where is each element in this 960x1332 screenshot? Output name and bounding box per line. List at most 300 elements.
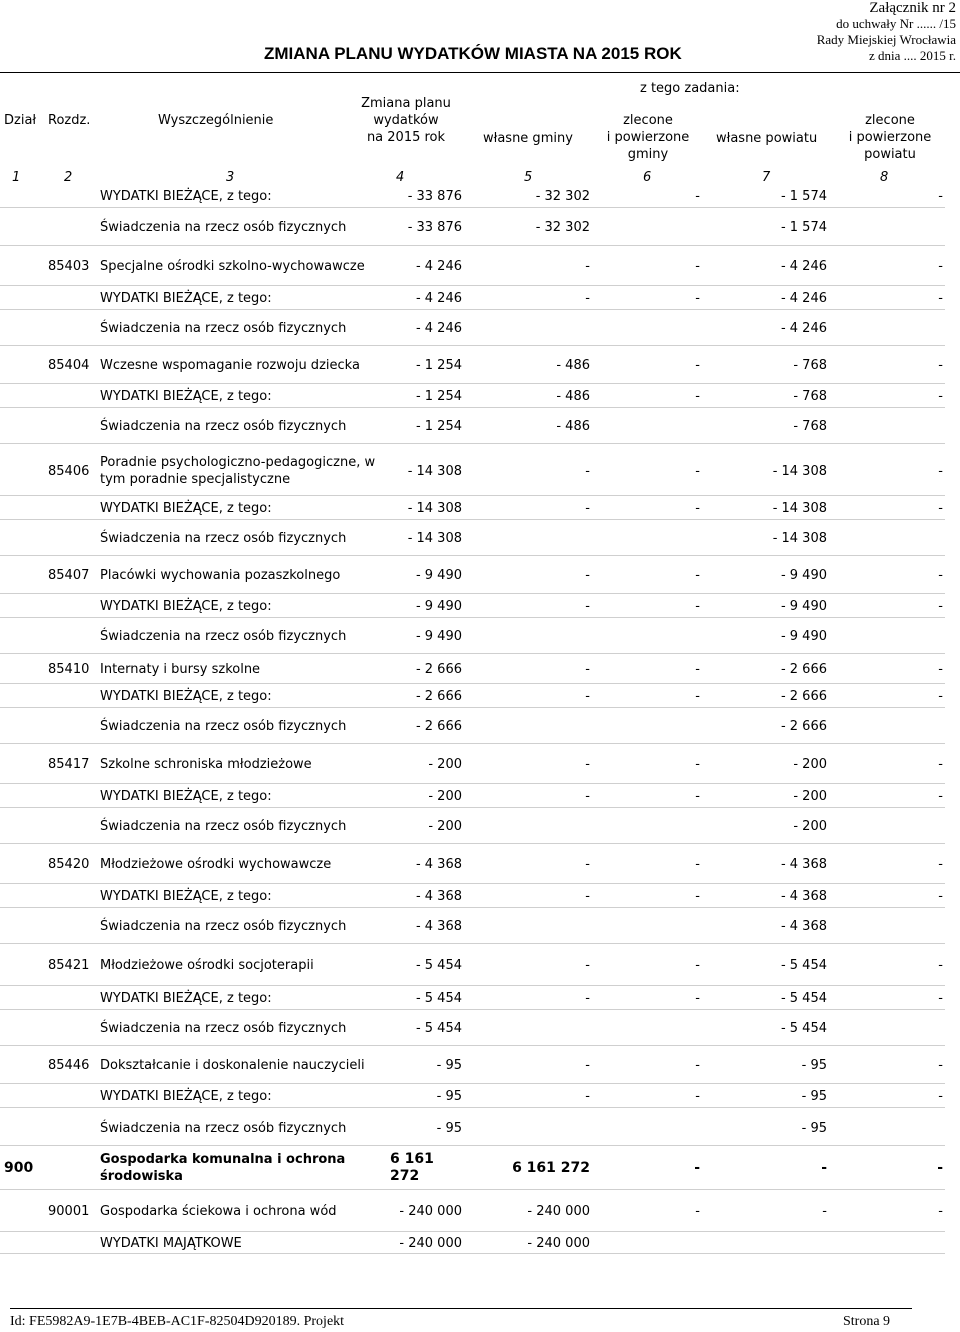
attachment-line: Rady Miejskiej Wrocławia	[816, 32, 956, 47]
cell-wlasne-gminy	[470, 408, 590, 444]
cell-wlasne-gminy	[470, 944, 590, 986]
header-rozdz: Rozdz.	[48, 113, 91, 128]
table-row	[0, 384, 960, 408]
cell-zmiana	[390, 944, 462, 986]
cell-zmiana	[390, 408, 462, 444]
cell-dzial	[4, 1084, 40, 1108]
cell-zlecone-gminy	[600, 208, 700, 246]
cell-wlasne-gminy	[470, 1146, 590, 1190]
cell-wlasne-gminy	[470, 184, 590, 208]
cell-zlecone-powiatu	[850, 654, 943, 684]
cell-zlecone-gminy	[600, 1232, 700, 1254]
column-number: 5	[524, 170, 533, 185]
cell-dzial	[4, 520, 40, 556]
header-wlasne-powiatu: własne powiatu	[716, 131, 818, 146]
cell-zlecone-gminy-text: -	[695, 567, 700, 583]
cell-name-text: Świadczenia na rzecz osób fizycznych	[100, 418, 347, 434]
table-row	[0, 310, 960, 346]
cell-zmiana	[390, 310, 462, 346]
cell-wlasne-powiatu	[710, 618, 827, 654]
cell-zmiana	[390, 246, 462, 286]
column-number: 3	[226, 170, 235, 185]
attachment-line: do uchwały Nr ...... /15	[836, 16, 956, 31]
cell-wlasne-powiatu	[710, 844, 827, 884]
cell-zlecone-gminy-text: -	[695, 500, 700, 516]
table-row	[0, 654, 960, 684]
table-row	[0, 884, 960, 908]
cell-dzial	[4, 986, 40, 1010]
cell-dzial	[4, 944, 40, 986]
cell-dzial	[4, 1046, 40, 1084]
cell-zlecone-gminy	[600, 944, 700, 986]
cell-wlasne-gminy-text: - 240 000	[527, 1203, 590, 1219]
cell-rozdzial	[48, 384, 94, 408]
cell-name	[100, 1190, 390, 1232]
cell-zlecone-gminy	[600, 286, 700, 310]
cell-name-text: Poradnie psychologiczno-pedagogiczne, w tym poradnie specjalistyczne	[100, 455, 376, 487]
cell-wlasne-gminy	[470, 594, 590, 618]
cell-rozdzial	[48, 208, 94, 246]
header-z-tego-zadania: z tego zadania:	[640, 81, 740, 96]
cell-zmiana-text: 6 161 272	[390, 1151, 434, 1184]
cell-wlasne-powiatu-text: - 4 368	[780, 856, 827, 872]
cell-wlasne-gminy-text: -	[585, 598, 590, 614]
cell-dzial	[4, 184, 40, 208]
cell-wlasne-powiatu	[710, 986, 827, 1010]
cell-dzial	[4, 684, 40, 708]
cell-zmiana	[390, 594, 462, 618]
cell-wlasne-powiatu-text: - 5 454	[780, 990, 827, 1006]
cell-rozdzial	[48, 618, 94, 654]
cell-zlecone-powiatu	[850, 286, 943, 310]
column-number: 4	[396, 170, 405, 185]
cell-zmiana-text: - 9 490	[415, 598, 462, 614]
cell-zmiana	[390, 286, 462, 310]
cell-rozdzial	[48, 408, 94, 444]
cell-wlasne-powiatu-text: - 14 308	[772, 463, 827, 479]
cell-rozdzial	[48, 1110, 94, 1146]
cell-zlecone-powiatu	[850, 1190, 943, 1232]
cell-dzial	[4, 246, 40, 286]
cell-wlasne-gminy	[470, 446, 590, 496]
cell-zlecone-gminy	[600, 1084, 700, 1108]
cell-zlecone-gminy	[600, 1110, 700, 1146]
cell-wlasne-powiatu-text: - 95	[801, 1057, 827, 1073]
cell-zlecone-powiatu	[850, 446, 943, 496]
cell-zlecone-powiatu-text: -	[938, 990, 943, 1006]
cell-wlasne-powiatu-text: - 4 368	[780, 918, 827, 934]
cell-wlasne-gminy	[470, 346, 590, 384]
cell-wlasne-powiatu	[710, 446, 827, 496]
cell-wlasne-gminy-text: -	[585, 500, 590, 516]
cell-zmiana	[390, 208, 462, 246]
cell-zlecone-gminy	[600, 1010, 700, 1046]
cell-name	[100, 520, 390, 556]
table-row	[0, 246, 960, 286]
cell-name-text: Młodzieżowe ośrodki wychowawcze	[100, 856, 332, 872]
cell-dzial	[4, 1146, 40, 1190]
cell-rozdzial	[48, 744, 94, 784]
cell-wlasne-gminy-text: - 486	[556, 357, 590, 373]
cell-name-text: Internaty i bursy szkolne	[100, 661, 261, 677]
cell-name-text: Świadczenia na rzecz osób fizycznych	[100, 918, 347, 934]
cell-wlasne-powiatu-text: - 9 490	[780, 598, 827, 614]
cell-dzial	[4, 884, 40, 908]
cell-wlasne-gminy	[470, 286, 590, 310]
table-row	[0, 844, 960, 884]
cell-zmiana	[390, 618, 462, 654]
cell-zlecone-powiatu	[850, 208, 943, 246]
cell-wlasne-gminy	[470, 808, 590, 844]
cell-zlecone-powiatu-text: -	[938, 598, 943, 614]
cell-wlasne-powiatu	[710, 1046, 827, 1084]
cell-zlecone-gminy	[600, 744, 700, 784]
cell-zlecone-powiatu-text: -	[938, 567, 943, 583]
cell-rozdzial	[48, 654, 94, 684]
cell-zmiana-text: - 4 368	[415, 888, 462, 904]
cell-zlecone-gminy-text: -	[695, 756, 700, 772]
cell-rozdzial	[48, 1046, 94, 1084]
cell-name-text: Szkolne schroniska młodzieżowe	[100, 756, 312, 772]
header-zlecone-gminy-line: i powierzone	[606, 130, 690, 145]
header-zmiana-line: na 2015 rok	[366, 130, 446, 145]
cell-zlecone-gminy-text: -	[695, 661, 700, 677]
cell-rozdzial	[48, 1146, 94, 1190]
cell-dzial	[4, 286, 40, 310]
cell-wlasne-powiatu-text: - 14 308	[772, 500, 827, 516]
cell-wlasne-gminy	[470, 1232, 590, 1254]
cell-wlasne-powiatu	[710, 1084, 827, 1108]
cell-zlecone-gminy-text: -	[695, 856, 700, 872]
cell-rozdzial-text: 85410	[48, 661, 90, 677]
cell-zlecone-powiatu	[850, 1110, 943, 1146]
cell-zlecone-gminy	[600, 384, 700, 408]
cell-wlasne-powiatu	[710, 744, 827, 784]
row-separator	[0, 1107, 945, 1108]
header-zlecone-gminy-line: zlecone	[623, 113, 673, 128]
cell-zmiana	[390, 184, 462, 208]
cell-wlasne-powiatu-text: - 5 454	[780, 1020, 827, 1036]
cell-wlasne-powiatu	[710, 684, 827, 708]
cell-zmiana-text: - 5 454	[415, 957, 462, 973]
table-row	[0, 1110, 960, 1146]
table-row	[0, 1084, 960, 1108]
cell-wlasne-gminy	[470, 246, 590, 286]
cell-zlecone-powiatu	[850, 1232, 943, 1254]
cell-rozdzial-text: 85420	[48, 856, 90, 872]
cell-name-text: Dokształcanie i doskonalenie nauczycieli	[100, 1057, 365, 1073]
column-number: 7	[762, 170, 771, 185]
cell-wlasne-powiatu-text: - 1 574	[780, 188, 827, 204]
cell-name-text: Świadczenia na rzecz osób fizycznych	[100, 530, 347, 546]
table-row	[0, 594, 960, 618]
attachment-line: Załącznik nr 2	[869, 0, 956, 16]
cell-wlasne-powiatu-text: - 4 246	[780, 258, 827, 274]
cell-zlecone-powiatu-text: -	[937, 1159, 943, 1176]
cell-dzial	[4, 708, 40, 744]
cell-name	[100, 310, 390, 346]
cell-dzial	[4, 844, 40, 884]
cell-name-text: Świadczenia na rzecz osób fizycznych	[100, 818, 347, 834]
cell-wlasne-gminy	[470, 784, 590, 808]
cell-wlasne-powiatu	[710, 1110, 827, 1146]
cell-wlasne-powiatu-text: - 9 490	[780, 628, 827, 644]
cell-zlecone-powiatu-text: -	[938, 1057, 943, 1073]
cell-zlecone-gminy	[600, 708, 700, 744]
cell-zlecone-gminy-text: -	[695, 957, 700, 973]
cell-zmiana	[390, 1010, 462, 1046]
cell-wlasne-gminy	[470, 1046, 590, 1084]
footer-document-id: Id: FE5982A9-1E7B-4BEB-AC1F-82504D920189. Projekt	[10, 1314, 345, 1329]
cell-rozdzial	[48, 594, 94, 618]
cell-name	[100, 986, 390, 1010]
cell-name	[100, 594, 390, 618]
cell-wlasne-gminy	[470, 884, 590, 908]
cell-zlecone-gminy	[600, 844, 700, 884]
cell-wlasne-powiatu	[710, 944, 827, 986]
cell-name	[100, 286, 390, 310]
footer-page-number: Strona 9	[843, 1314, 891, 1329]
cell-wlasne-gminy-text: -	[585, 258, 590, 274]
cell-name	[100, 844, 390, 884]
cell-wlasne-gminy-text: -	[585, 856, 590, 872]
table-row	[0, 618, 960, 654]
cell-name	[100, 944, 390, 986]
cell-zmiana-text: - 2 666	[415, 661, 462, 677]
header-dzial: Dział	[4, 113, 37, 128]
cell-rozdzial-text: 85403	[48, 258, 90, 274]
header-wlasne-gminy: własne gminy	[483, 131, 573, 146]
cell-name	[100, 184, 390, 208]
cell-name-text: WYDATKI BIEŻĄCE, z tego:	[100, 500, 272, 516]
cell-wlasne-powiatu	[710, 594, 827, 618]
cell-wlasne-powiatu	[710, 884, 827, 908]
cell-zlecone-powiatu	[850, 784, 943, 808]
cell-zlecone-powiatu	[850, 246, 943, 286]
cell-zmiana	[390, 496, 462, 520]
cell-wlasne-gminy-text: - 240 000	[527, 1235, 590, 1251]
cell-zlecone-gminy	[600, 246, 700, 286]
cell-wlasne-powiatu	[710, 310, 827, 346]
cell-zmiana	[390, 384, 462, 408]
cell-zmiana-text: - 33 876	[407, 188, 462, 204]
cell-zlecone-powiatu	[850, 708, 943, 744]
cell-wlasne-gminy	[470, 1084, 590, 1108]
cell-dzial	[4, 556, 40, 594]
cell-rozdzial	[48, 684, 94, 708]
cell-name-text: WYDATKI BIEŻĄCE, z tego:	[100, 990, 272, 1006]
cell-zlecone-gminy-text: -	[695, 290, 700, 306]
cell-wlasne-powiatu-text: - 200	[793, 788, 827, 804]
cell-zmiana-text: - 200	[428, 756, 462, 772]
cell-wlasne-gminy	[470, 384, 590, 408]
cell-name-text: Placówki wychowania pozaszkolnego	[100, 567, 341, 583]
cell-zmiana-text: - 240 000	[399, 1235, 462, 1251]
cell-zlecone-powiatu	[850, 744, 943, 784]
cell-wlasne-powiatu-text: - 768	[793, 418, 827, 434]
table-row	[0, 1046, 960, 1084]
column-number: 2	[64, 170, 73, 185]
cell-wlasne-gminy	[470, 654, 590, 684]
cell-rozdzial	[48, 184, 94, 208]
cell-zmiana	[390, 908, 462, 944]
cell-name	[100, 1146, 390, 1190]
cell-zmiana-text: - 14 308	[407, 500, 462, 516]
table-row	[0, 1190, 960, 1232]
cell-name	[100, 1232, 390, 1254]
cell-rozdzial-text: 85404	[48, 357, 90, 373]
cell-wlasne-powiatu	[710, 1010, 827, 1046]
cell-rozdzial	[48, 556, 94, 594]
cell-zlecone-powiatu	[850, 844, 943, 884]
cell-wlasne-powiatu-text: -	[822, 1203, 827, 1219]
cell-zlecone-gminy	[600, 184, 700, 208]
cell-zlecone-gminy	[600, 310, 700, 346]
cell-zmiana-text: - 2 666	[415, 688, 462, 704]
cell-zlecone-powiatu	[850, 520, 943, 556]
cell-zmiana-text: - 1 254	[415, 418, 462, 434]
cell-rozdzial	[48, 884, 94, 908]
cell-zmiana-text: - 33 876	[407, 219, 462, 235]
cell-zlecone-gminy-text: -	[695, 1088, 700, 1104]
cell-name-text: WYDATKI BIEŻĄCE, z tego:	[100, 290, 272, 306]
cell-rozdzial	[48, 1232, 94, 1254]
cell-zlecone-powiatu	[850, 346, 943, 384]
header-zmiana-line: Zmiana planu	[361, 96, 451, 111]
table-row	[0, 496, 960, 520]
cell-wlasne-powiatu-text: - 4 246	[780, 320, 827, 336]
cell-name	[100, 384, 390, 408]
cell-zmiana	[390, 1110, 462, 1146]
cell-wlasne-gminy-text: - 486	[556, 418, 590, 434]
cell-zlecone-gminy	[600, 520, 700, 556]
cell-wlasne-powiatu-text: - 4 246	[780, 290, 827, 306]
cell-dzial	[4, 808, 40, 844]
cell-zlecone-powiatu	[850, 384, 943, 408]
cell-name-text: Świadczenia na rzecz osób fizycznych	[100, 1020, 347, 1036]
header-zlecone-gminy-line: gminy	[627, 147, 669, 162]
table-row	[0, 784, 960, 808]
cell-wlasne-gminy-text: - 486	[556, 388, 590, 404]
cell-zmiana-text: - 4 246	[415, 258, 462, 274]
cell-name	[100, 408, 390, 444]
cell-wlasne-powiatu-text: - 95	[801, 1120, 827, 1136]
cell-wlasne-gminy	[470, 208, 590, 246]
cell-zlecone-gminy-text: -	[695, 258, 700, 274]
cell-wlasne-gminy-text: -	[585, 990, 590, 1006]
cell-rozdzial	[48, 784, 94, 808]
cell-zlecone-gminy-text: -	[695, 1203, 700, 1219]
cell-dzial	[4, 408, 40, 444]
cell-zmiana	[390, 1046, 462, 1084]
cell-wlasne-gminy	[470, 708, 590, 744]
cell-wlasne-powiatu	[710, 246, 827, 286]
cell-wlasne-gminy	[470, 1010, 590, 1046]
cell-zlecone-powiatu	[850, 1146, 943, 1190]
cell-name-text: Świadczenia na rzecz osób fizycznych	[100, 628, 347, 644]
cell-name-text: Świadczenia na rzecz osób fizycznych	[100, 718, 347, 734]
cell-rozdzial	[48, 246, 94, 286]
cell-zmiana-text: - 9 490	[415, 628, 462, 644]
cell-wlasne-powiatu	[710, 184, 827, 208]
cell-zlecone-gminy	[600, 654, 700, 684]
cell-dzial	[4, 310, 40, 346]
cell-zmiana-text: - 1 254	[415, 357, 462, 373]
cell-zlecone-powiatu-text: -	[938, 888, 943, 904]
cell-rozdzial-text: 85421	[48, 957, 90, 973]
cell-zlecone-powiatu-text: -	[938, 661, 943, 677]
cell-zmiana-text: - 200	[428, 788, 462, 804]
table-row	[0, 556, 960, 594]
cell-zlecone-gminy	[600, 594, 700, 618]
cell-zmiana-text: - 200	[428, 818, 462, 834]
cell-zlecone-gminy-text: -	[695, 688, 700, 704]
cell-name	[100, 1010, 390, 1046]
table-row	[0, 408, 960, 444]
cell-zlecone-powiatu	[850, 496, 943, 520]
table-row	[0, 908, 960, 944]
cell-zlecone-gminy	[600, 446, 700, 496]
cell-zmiana-text: - 4 246	[415, 320, 462, 336]
cell-wlasne-gminy-text: 6 161 272	[512, 1159, 590, 1176]
cell-zlecone-powiatu	[850, 908, 943, 944]
cell-rozdzial	[48, 496, 94, 520]
cell-zlecone-gminy	[600, 556, 700, 594]
cell-wlasne-powiatu-text: - 768	[793, 357, 827, 373]
cell-zlecone-powiatu	[850, 944, 943, 986]
cell-rozdzial	[48, 310, 94, 346]
cell-wlasne-powiatu	[710, 208, 827, 246]
header-zlecone-powiatu-line: i powierzone	[848, 130, 932, 145]
cell-name	[100, 784, 390, 808]
cell-zmiana	[390, 1232, 462, 1254]
table-row	[0, 944, 960, 986]
cell-wlasne-gminy	[470, 618, 590, 654]
cell-wlasne-gminy	[470, 1190, 590, 1232]
cell-name	[100, 654, 390, 684]
cell-dzial	[4, 784, 40, 808]
cell-rozdzial	[48, 986, 94, 1010]
cell-zlecone-powiatu	[850, 808, 943, 844]
cell-wlasne-powiatu-text: - 14 308	[772, 530, 827, 546]
cell-wlasne-powiatu	[710, 708, 827, 744]
cell-name-text: Wczesne wspomaganie rozwoju dziecka	[100, 357, 360, 373]
row-separator	[0, 1253, 945, 1254]
cell-zmiana-text: - 9 490	[415, 567, 462, 583]
cell-wlasne-powiatu	[710, 908, 827, 944]
cell-wlasne-gminy-text: -	[585, 567, 590, 583]
cell-wlasne-gminy-text: -	[585, 290, 590, 306]
cell-zlecone-powiatu-text: -	[938, 500, 943, 516]
cell-zmiana-text: - 5 454	[415, 1020, 462, 1036]
cell-zlecone-powiatu-text: -	[938, 463, 943, 479]
cell-zlecone-gminy	[600, 808, 700, 844]
table-row	[0, 446, 960, 496]
cell-zlecone-powiatu-text: -	[938, 856, 943, 872]
cell-name-text: Gospodarka komunalna i ochrona środowiska	[100, 1152, 346, 1184]
cell-zlecone-powiatu-text: -	[938, 388, 943, 404]
cell-rozdzial	[48, 286, 94, 310]
cell-zlecone-gminy	[600, 618, 700, 654]
cell-wlasne-gminy-text: -	[585, 957, 590, 973]
cell-zlecone-gminy-text: -	[695, 788, 700, 804]
cell-zmiana	[390, 520, 462, 556]
cell-zmiana	[390, 808, 462, 844]
cell-name-text: WYDATKI BIEŻĄCE, z tego:	[100, 888, 272, 904]
cell-zlecone-powiatu	[850, 1084, 943, 1108]
cell-rozdzial-text: 85407	[48, 567, 90, 583]
table-row	[0, 1146, 960, 1190]
